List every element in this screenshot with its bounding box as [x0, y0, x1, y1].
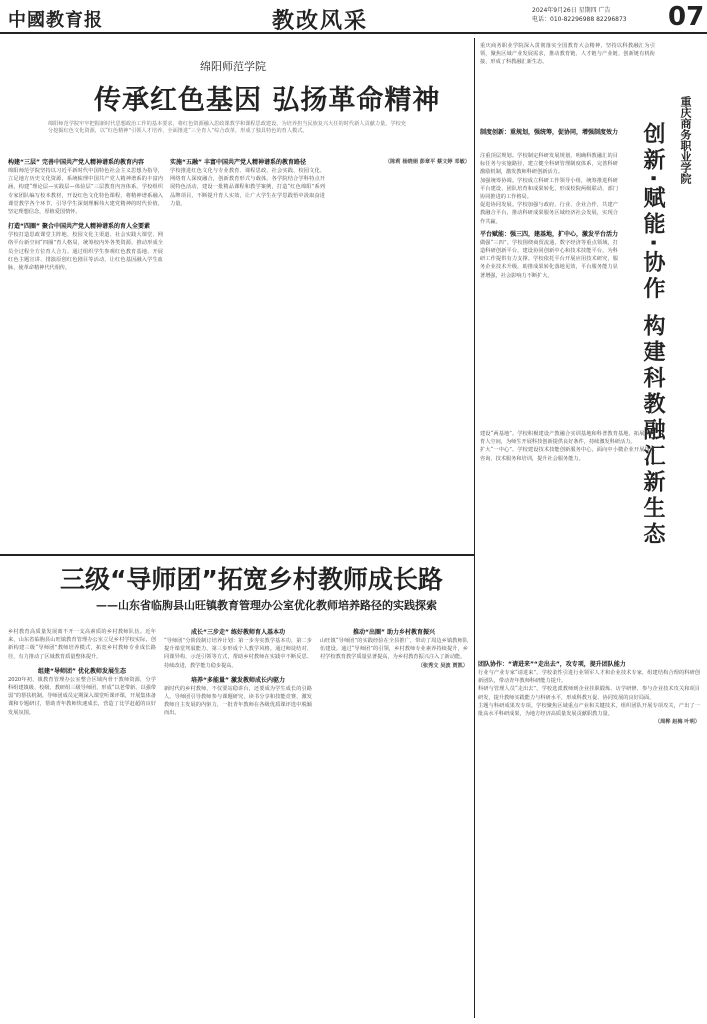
article2-para-3: 新时代的乡村教师，不仅要站稳讲台，还要成为学生成长的引路人。导师团引导教师参与课题研究、读书分享和技能竞赛，激发教师自主发展的内驱力，一批青年教师在各级优质课评选中脱颖而出。	[164, 685, 312, 717]
article1-para-3: 学校推进红色文化与专业教育、课程思政、社会实践、校园文化、网络育人深度融合，创新教育形式与载体。各学院结合学科特点开展特色活动，建设一批精品课程和教学案例，打造“红色绵阳”系列品牌项目，不断提升育人实效，让广大学生在学思践悟中汲取奋进力量。	[170, 168, 325, 207]
article1-heading-2: 打造“四圈” 聚合中国共产党人精神谱系的育人全要素	[8, 223, 150, 231]
article2-subtitle: ——山东省临朐县山旺镇教育管理办公室优化教师培养路径的实践探索	[96, 599, 437, 612]
right-para-6: 扩大“一中心”。学校建设技术技能创新服务中心，面向中小微企业开展技术咨询、技术服务和培训，提升社会服务能力。	[480, 447, 655, 462]
section-title: 教改风采	[272, 9, 369, 34]
right-para-3: 促进协同发展。学校加强与政府、行业、企业合作，共建产教融合平台，推动科研成果服务区域经济社会发展，实现合作共赢。	[480, 202, 618, 225]
article2-title: 三级“导师团”拓宽乡村教师成长路	[60, 565, 443, 594]
newspaper-masthead: 中國教育报	[8, 10, 103, 31]
right-para-7: 行业与产业专家“请进来”。学校柔性引进行业领军人才和企业技术专家，组建结构合理的科研创新团队，带动青年教师科研能力提升。	[478, 670, 700, 685]
article1-para-1: 绵阳师范学院坚持以习近平新时代中国特色社会主义思想为指导，立足地方历史文化资源，系统梳理中国共产党人精神谱系的丰富内涵，构建“理论层—实践层—体验层”三层教育内容体系。学校组织专家团队编写校本教材，开设红色文化特色课程，将精神谱系融入课堂教学各个环节，引导学生深刻理解伟大建党精神的时代价值，坚定理想信念，厚植爱国情怀。	[8, 168, 163, 216]
right-para-2: 加强统筹协调。学校成立科研工作领导小组，统筹推进科研平台建设、团队培育和成果转化，形成校院两级联动、部门协同推进的工作格局。	[480, 177, 618, 201]
article2-heading-2: 成长“三步走” 练好教师育人基本功	[191, 629, 285, 636]
header-info	[532, 6, 627, 24]
article1-heading-3: 实施“五融” 丰富中国共产党人精神谱系的教育路径	[170, 159, 306, 166]
article2-heading-3: 培养“多能量” 激发教师成长内驱力	[191, 676, 285, 684]
article2-para-2: “导师团”分阶段制订培养计划：第一步夯实教学基本功，第二步提升课堂驾驭能力，第三步形成个人教学风格。通过师徒结对、同课异构、示范引领等方式，帮助乡村教师在实践中不断反思、持续改进，教学能力稳步提高。	[164, 638, 312, 669]
right-article-intro: 重庆商务职业学院深入贯彻落实全国教育大会精神，坚持以科教融汇为引领，聚焦区域产业发展需求，推动教育链、人才链与产业链、创新链有机衔接，形成了科教融汇新生态。	[480, 43, 655, 66]
article2-heading-4: 推动“出圈” 助力乡村教育振兴	[353, 629, 435, 636]
right-column-upper	[480, 152, 618, 422]
right-article-authors: （周桦 赵梅 叶明）	[654, 719, 700, 726]
right-heading-1: 制度创新：重规划，强统筹，促协同，增强制度效力	[480, 129, 619, 136]
article2-column-1	[8, 628, 156, 1013]
article1-authors: （陈莉 杨晓娟 彭章平 蔡文婷 邓敏）	[384, 159, 470, 165]
right-para-9: 主题与科研成果攻专项。学校聚焦区域重点产业和关键技术，组织团队开展专项攻关，产出了一批高水平科研成果，为地方经济高质量发展贡献职教力量。	[478, 702, 700, 718]
article2-intro: 乡村教育高质量发展离不开一支高素质的乡村教师队伍。近年来，山东省临朐县山旺镇教育管理办公室立足乡村学校实际，创新构建三级“导师团”教师培养模式，拓宽乡村教师专业成长路径，有力推动了区域教育质量整体提升。	[8, 629, 156, 660]
right-article-institution: 重庆商务职业学院	[679, 96, 692, 184]
right-para-8: 科研与管理人员“走出去”。学校选派教师到企业挂职锻炼、访学研修，参与企业技术攻关和项目研发，提升教师实践能力与科研水平，形成科教互促、协同发展的良好局面。	[478, 686, 700, 701]
article1-column-1	[8, 158, 163, 553]
right-column-lower	[478, 660, 700, 1015]
header-date: 2024年9月26日 星期四 广告	[532, 7, 611, 14]
page-header	[0, 0, 707, 34]
article2-para-1: 2020年初，镇教育管理办公室整合区域内骨干教师资源，分学科组建镇级、校级、教研组三级导师团，形成“以老带新、以强带弱”的帮扶机制。导师团成员定期深入课堂听课评课，开展集体备课和专题研讨，帮助青年教师快速成长，营造了比学赶超的良好发展氛围。	[8, 676, 156, 716]
header-contact: 电话：010-82296988 82296873	[532, 16, 627, 23]
article1-column-2	[170, 158, 325, 553]
right-para-4: 做强“三四”。学校围绕商贸流通、数字经济等重点领域，打造科研创新平台，建设协同创新中心和技术技能平台，为科研工作提供有力支撑。学校依托平台开展应用技术研究，服务企业技术升级，助推成果转化落地见效，平台服务能力显著增强，社会影响力不断扩大。	[480, 239, 618, 279]
article2-authors: （张秀文 吴波 贾凯）	[417, 662, 468, 669]
right-para-5: 建设“两基地”。学校积极建设产教融合实训基地和科普教育基地，拓展实践育人空间，为师生开展科技创新提供良好条件，持续激发科研活力。	[480, 431, 655, 446]
right-heading-2: 平台赋能：强三四，建基地，扩中心，激发平台活力	[480, 230, 618, 238]
article-divider	[0, 554, 474, 556]
article1-lead: 绵阳师范学院牢牢把握新时代思想政治工作的基本要求，将红色资源融入思政课教学和课程思政建设，为培养担当民族复兴大任的时代新人贡献力量。学校充分挖掘红色文化资源，以“红色精神”引领人才培养，全面推进“三全育人”综合改革，形成了独具特色的育人模式。	[48, 121, 406, 135]
article1-title: 传承红色基因 弘扬革命精神	[94, 85, 441, 116]
right-heading-3: 团队协作：“请进来”“走出去”，攻专项，提升团队能力	[478, 661, 626, 668]
right-column-middle	[480, 430, 655, 658]
article1-column-3	[330, 158, 470, 553]
article2-para-4: 山旺镇“导师团”的实践经验在全县推广，带动了周边乡镇教师队伍建设。通过“导师团”的引领，乡村教师专业素养持续提升，乡村学校教育教学质量显著提高，为乡村教育振兴注入了新动能。	[320, 638, 468, 661]
right-para-1: 注重顶层规划。学校制定科研发展规划，明确科教融汇的目标任务与实施路径，建立健全科研管理制度体系，完善科研激励机制，激发教师科研创新活力。	[480, 153, 618, 176]
right-article-title: 创新·赋能·协作 构建科教融汇新生态	[640, 122, 665, 549]
article1-heading-1: 构建“三层” 完善中国共产党人精神谱系的教育内容	[8, 159, 144, 166]
article1-kicker: 绵阳师范学院	[200, 60, 266, 73]
article2-column-3	[320, 628, 468, 1013]
article2-column-2	[164, 628, 312, 1013]
column-divider	[474, 38, 475, 1018]
article2-heading-1: 组建“导师团” 优化教师发展生态	[38, 667, 126, 675]
article1-para-2: 学校打造思政课堂主阵地、校园文化主渠道、社会实践大课堂、网络平台新空间“四圈”育人格局，统筹校内外各类资源，推动形成全员全过程全方位育人合力。通过组织学生参观红色教育基地、开展红色主题宣讲、排演原创红色剧目等活动，让红色基因融入学生血脉，使革命精神代代相传。	[8, 232, 163, 272]
page-number: 07	[668, 2, 705, 32]
